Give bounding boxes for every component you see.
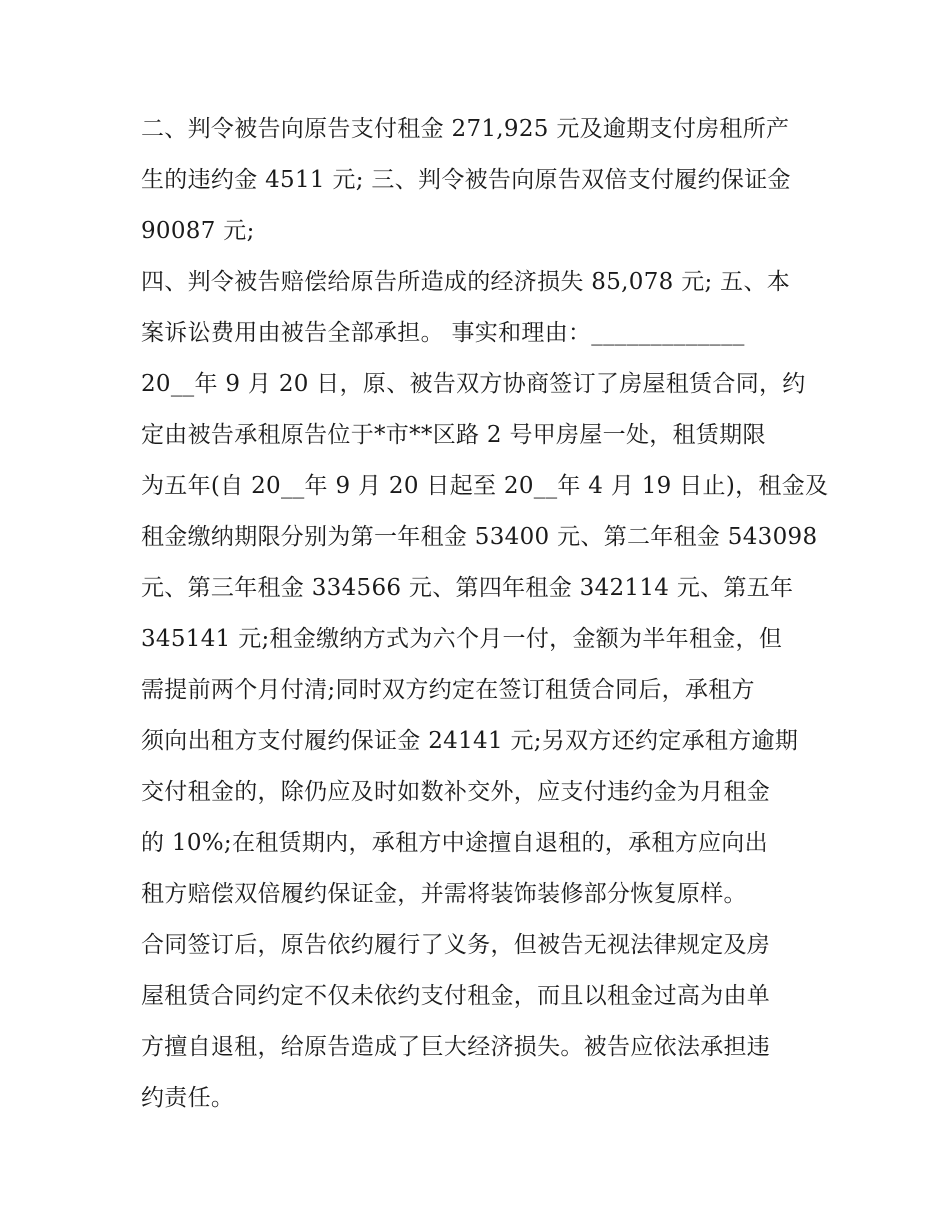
text-line: 租方赔偿双倍履约保证金，并需将装饰装修部分恢复原样。 [141,881,747,907]
text-line: 约责任。 [141,1085,235,1111]
document-body [141,104,829,1124]
text-line: 案诉讼费用由被告全部承担。 事实和理由：_____________ [141,320,745,346]
text-line: 需提前两个月付清;同时双方约定在签订租赁合同后，承租方 [141,677,755,703]
text-line: 四、判令被告赔偿给原告所造成的经济损失 85,078 元; 五、本 [141,269,791,295]
text-line: 方擅自退租，给原告造成了巨大经济损失。被告应依法承担违 [141,1034,771,1060]
text-line: 定由被告承租原告位于*市**区路 2 号甲房屋一处，租赁期限 [141,422,766,448]
text-line: 合同签订后，原告依约履行了义务，但被告无视法律规定及房 [141,932,771,958]
text-line: 为五年(自 20__年 9 月 20 日起至 20__年 4 月 19 日止)，租金及 [141,473,829,499]
text-line: 租金缴纳期限分别为第一年租金 53400 元、第二年租金 543098 [141,524,818,550]
text-line: 须向出租方支付履约保证金 24141 元;另双方还约定承租方逾期 [141,728,799,754]
text-line: 90087 元; [141,218,255,244]
text-line: 20__年 9 月 20 日，原、被告双方协商签订了房屋租赁合同，约 [141,371,806,397]
text-line: 屋租赁合同约定不仅未依约支付租金，而且以租金过高为由单 [141,983,771,1009]
text-line: 二、判令被告向原告支付租金 271,925 元及逾期支付房租所产 [141,116,790,142]
text-line: 元、第三年租金 334566 元、第四年租金 342114 元、第五年 [141,575,794,601]
text-line: 交付租金的，除仍应及时如数补交外，应支付违约金为月租金 [141,779,771,805]
text-line: 生的违约金 4511 元; 三、判令被告向原告双倍支付履约保证金 [141,167,791,193]
text-line: 345141 元;租金缴纳方式为六个月一付，金额为半年租金，但 [141,626,783,652]
text-line: 的 10%;在租赁期内，承租方中途擅自退租的，承租方应向出 [141,830,768,856]
